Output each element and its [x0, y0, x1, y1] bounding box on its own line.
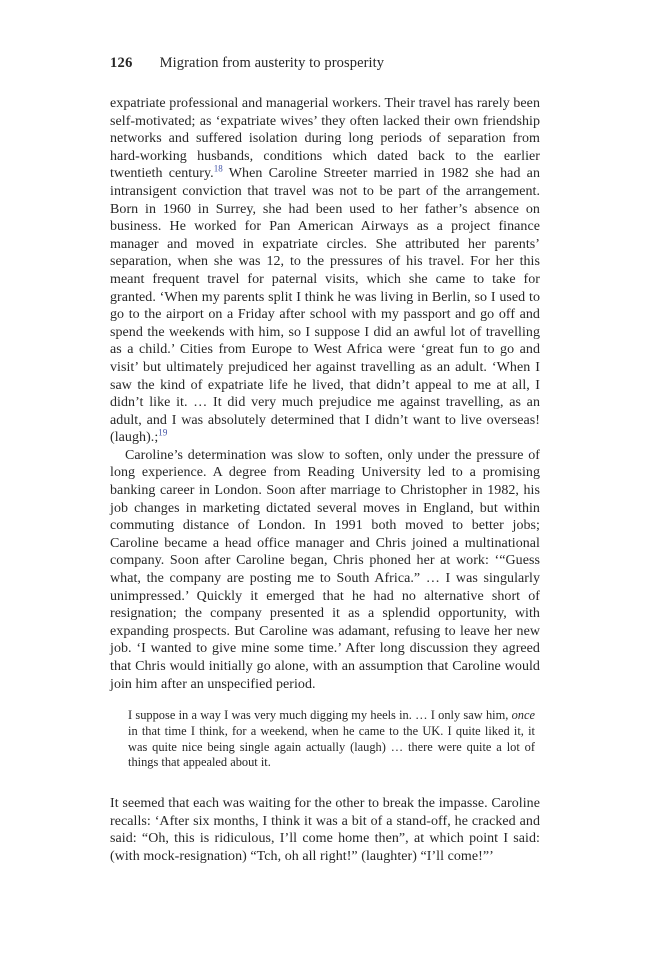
text-run: When Caroline Streeter married in 1982 she had an intransigent conviction that travel was not to be part of the arrangement. Born in 1960 in Surrey, she had been used to her father’s absence on business. He worked for Pan American Airways as a project finance manager and moved in expatriate circles. She attributed her parents’ separation, when she was 12, to the pressures of his travel. For her this meant frequent travel for paternal visits, which she came to take for granted. ‘When my parents split I think he was living in Berlin, so I used to go to the airport on a Friday after school with my passport and go off and spend the weekends with him, so I suppose I did an awful lot of travelling as a child.’ Cities from Europe to West Africa were ‘great fun to go and visit’ but ultimately prejudiced her against travelling as an adult. ‘When I saw the kind of expatriate life he lived, that didn’t appeal to me at all, I didn’t like it. … It did very much prejudice me against travelling, as an adult, and I was absolutely determined that I didn’t want to live overseas! (laugh).; — [110, 166, 540, 446]
text-run: in that time I think, for a weekend, when he came to the UK. I quite liked it, it was quite nice being single again actually (laugh) … there were quite a lot of things that appealed about it. — [128, 723, 535, 770]
paragraph — [110, 447, 540, 693]
page-body — [110, 95, 540, 865]
paragraph-continuation — [110, 95, 540, 447]
paragraph — [110, 795, 540, 865]
text-run: It seemed that each was waiting for the other to break the impasse. Caroline recalls: ‘After six months, I think it was a bit of a stand-off, he cracked and said: “Oh, this is ridiculous, I’ll come home then”, at which point I said: (with mock-resignation) “Tch, oh all right!” (laughter) “I’ll come!”’ — [110, 796, 540, 864]
page-header — [110, 54, 540, 72]
text-run: expatriate professional and managerial workers. Their travel has rarely been self-motivated; as ‘expatriate wives’ they often lacked their own friendship networks and suffered isolation during long periods of separation from hard-working husbands, conditions which dated back to the earlier twentieth century. — [110, 96, 540, 182]
running-head: Migration from austerity to prosperity — [159, 55, 385, 71]
footnote-ref[interactable]: 18 — [213, 163, 223, 174]
block-quote — [128, 708, 535, 771]
text-run: I suppose in a way I was very much digging my heels in. … I only saw him, — [128, 708, 512, 723]
page-number: 126 — [110, 55, 133, 71]
footnote-ref[interactable]: 19 — [158, 427, 168, 438]
text-run: Caroline’s determination was slow to soften, only under the pressure of long experience. A degree from Reading University led to a promising banking career in London. Soon after marriage to Christopher in 1982, his job changes in marketing dictated several moves in England, but within commuting distance of London. In 1991 both moved to better jobs; Caroline became a head office manager and Chris joined a multinational company. Soon after Caroline began, Chris phoned her at work: ‘“Guess what, the company are posting me to South Africa.” … I was singularly unimpressed.’ Quickly it emerged that he had no alternative short of resignation; the company presented it as a splendid opportunity, with expanding prospects. But Caroline was adamant, refusing to leave her new job. ‘I wanted to give mine some time.’ After long discussion they agreed that Chris would initially go alone, with an assumption that Caroline would join him after an unspecified period. — [110, 447, 540, 692]
italic-text: once — [511, 708, 535, 723]
